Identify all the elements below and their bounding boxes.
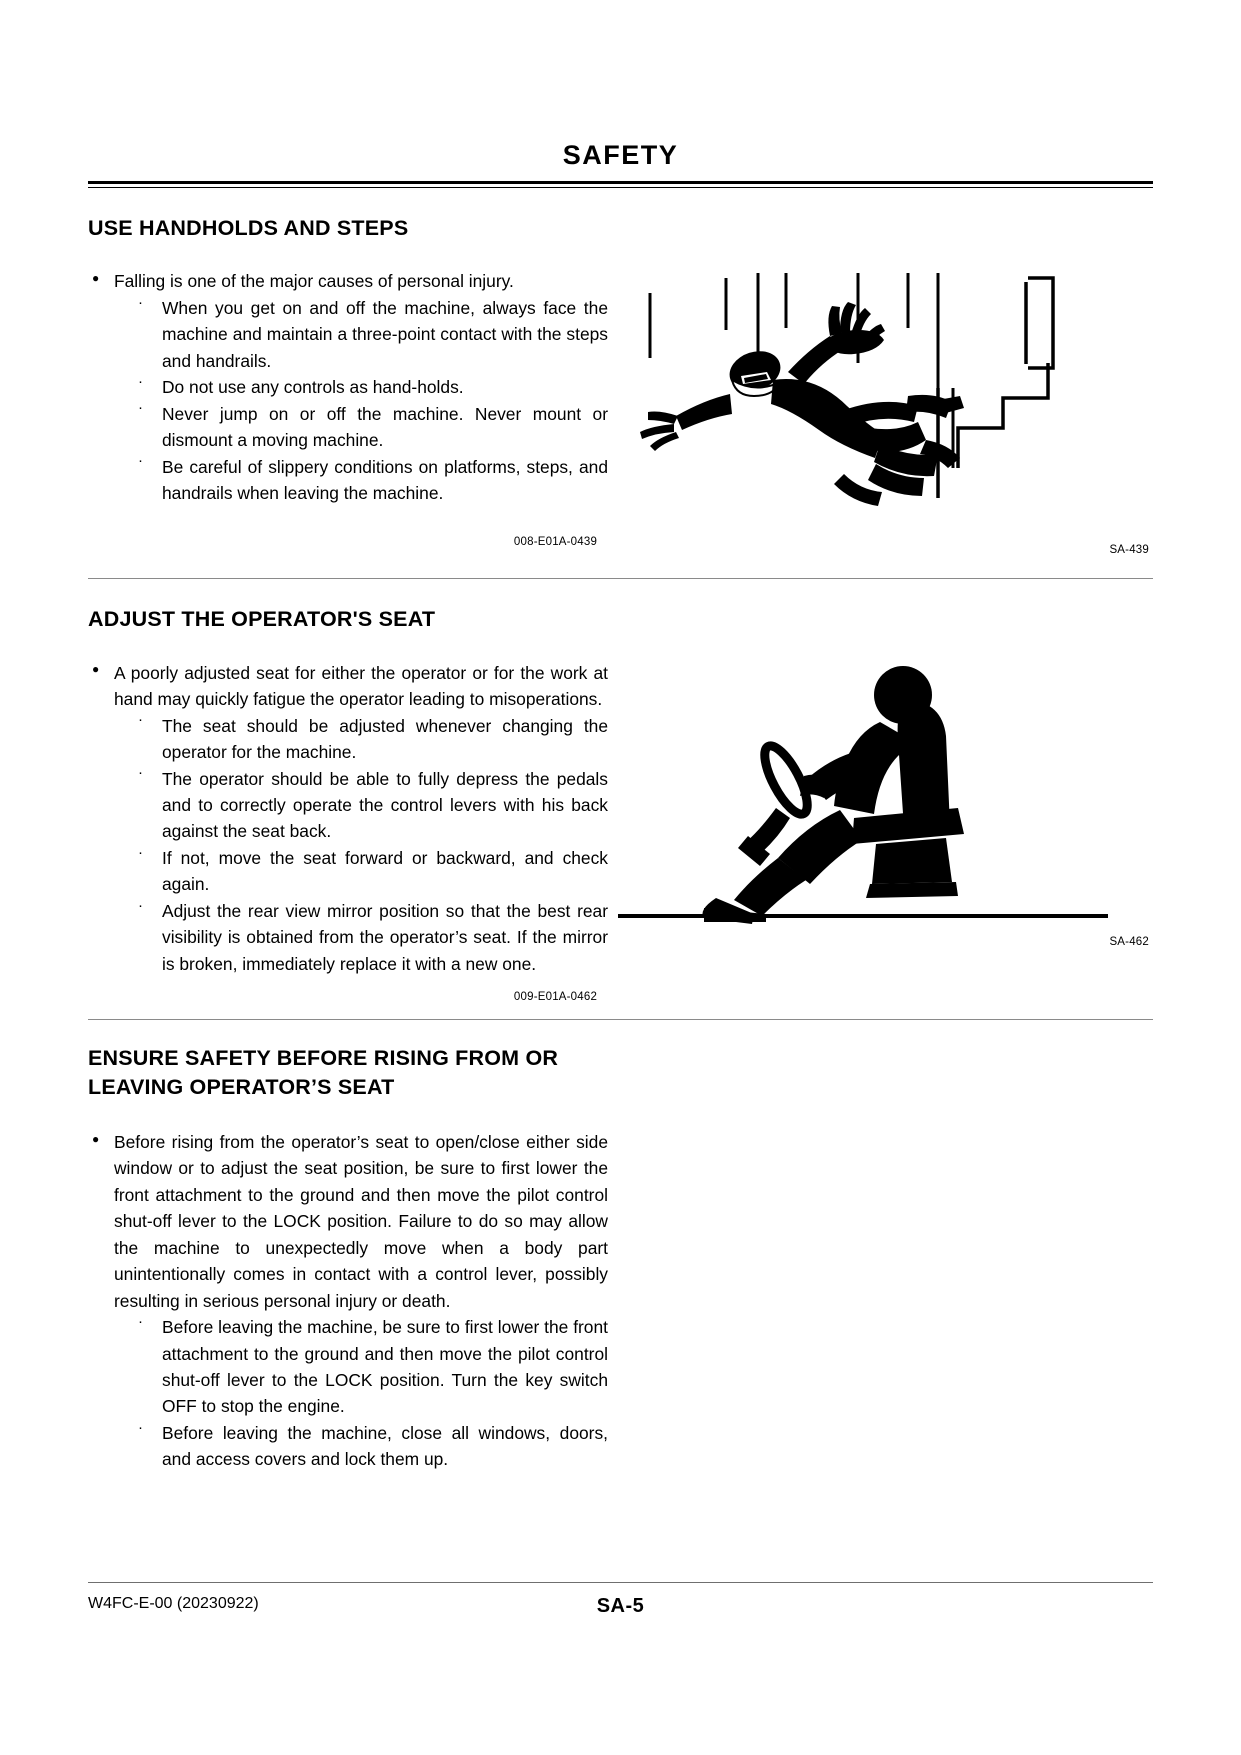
section-body	[88, 1129, 608, 1473]
sub-bullet-text: Never jump on or off the machine. Never mount or dismount a moving machine.	[162, 403, 608, 451]
sub-bullet-text: Do not use any controls as hand-holds.	[162, 377, 464, 398]
sub-bullet-tick-icon: ·	[138, 399, 143, 417]
sub-bullet-item	[135, 898, 608, 977]
bullet-dot-icon: ●	[92, 1131, 100, 1146]
figure-operator-seat	[608, 660, 1153, 948]
sub-bullet-text: If not, move the seat forward or backward, and check again.	[162, 847, 608, 895]
sub-bullet-list	[114, 1314, 608, 1473]
sub-bullet-item	[135, 713, 608, 766]
section-adjust-operators-seat	[88, 605, 1153, 1003]
sub-bullet-text: The seat should be adjusted whenever changing the operator for the machine.	[162, 715, 608, 763]
sub-bullet-tick-icon: ·	[138, 1418, 143, 1436]
figure-code: SA-462	[1109, 935, 1149, 948]
section-divider	[88, 1019, 1153, 1020]
page-number: SA-5	[596, 1595, 645, 1617]
sub-bullet-item	[135, 845, 608, 898]
sub-bullet-list	[114, 295, 608, 507]
page-title: SAFETY	[562, 140, 679, 170]
bullet-text: A poorly adjusted seat for either the operator or for the work at hand may quickly fatigue the operator leading to misoperations.	[114, 662, 608, 710]
document-code: 008-E01A-0439	[513, 536, 598, 549]
sub-bullet-tick-icon: ·	[138, 372, 143, 390]
section-title: USE HANDHOLDS AND STEPS	[88, 216, 409, 240]
sub-bullet-text: Adjust the rear view mirror position so that the best rear visibility is obtained from the operator’s seat. If the mirror is broken, immediately replace it with a new one.	[162, 900, 608, 974]
sub-bullet-item	[135, 454, 608, 507]
sub-bullet-item	[135, 374, 608, 400]
sub-bullet-tick-icon: ·	[138, 711, 143, 729]
sub-bullet-item	[135, 401, 608, 454]
operator-seated-at-controls-illustration	[608, 660, 1128, 930]
sub-bullet-item	[135, 766, 608, 845]
bullet-item	[88, 1129, 608, 1473]
figure-code: SA-439	[1109, 544, 1149, 557]
page-content	[88, 0, 1153, 1755]
section-divider	[88, 578, 1153, 579]
document-code: 009-E01A-0462	[513, 991, 598, 1004]
section-title: ADJUST THE OPERATOR'S SEAT	[88, 607, 436, 632]
sub-bullet-text: When you get on and off the machine, always face the machine and maintain a three-point contact with the steps and handrails.	[162, 297, 608, 371]
sub-bullet-tick-icon: ·	[138, 1312, 143, 1330]
sub-bullet-text: Before leaving the machine, be sure to first lower the front attachment to the ground and then move the pilot control shut-off lever to the LOCK position. Turn the key switch OFF to stop the engine.	[162, 1317, 608, 1417]
bullet-list	[88, 660, 608, 977]
sub-bullet-text: Be careful of slippery conditions on platforms, steps, and handrails when leaving the machine.	[162, 456, 608, 503]
sub-bullet-item	[135, 295, 608, 374]
sub-bullet-tick-icon: ·	[138, 452, 143, 470]
sub-bullet-list	[114, 713, 608, 978]
bullet-item	[88, 660, 608, 977]
bullet-list	[88, 268, 608, 506]
sub-bullet-item	[135, 1420, 608, 1473]
section-body	[88, 660, 608, 977]
bullet-text: Before rising from the operator’s seat to open/close either side window or to adjust the seat position, be sure to first lower the front attachment to the ground and then move the pilot control shut-off lever to the LOCK position. Failure to do so may allow the machine to unexpectedly move when a body part unintentionally comes in contact with a control lever, possibly resulting in serious personal injury or death.	[114, 1131, 608, 1311]
sub-bullet-tick-icon: ·	[138, 896, 143, 914]
sub-bullet-text: The operator should be able to fully depress the pedals and to correctly operate the control levers with his back against the seat back.	[162, 768, 608, 842]
section-ensure-safety-before-rising	[88, 1044, 1153, 1473]
document-id: W4FC-E-00 (20230922)	[88, 1595, 259, 1612]
sub-bullet-tick-icon: ·	[138, 764, 143, 782]
bullet-dot-icon: ●	[92, 662, 100, 677]
sub-bullet-tick-icon: ·	[138, 843, 143, 861]
sub-bullet-item	[135, 1314, 608, 1420]
section-title: ENSURE SAFETY BEFORE RISING FROM OR LEAVING OPERATOR’S SEAT	[88, 1046, 559, 1099]
sub-bullet-tick-icon: ·	[138, 293, 143, 311]
sub-bullet-text: Before leaving the machine, close all windows, doors, and access covers and lock them up.	[162, 1422, 608, 1470]
section-body	[88, 268, 608, 506]
bullet-item	[88, 268, 608, 506]
page-footer	[88, 1582, 1153, 1625]
person-falling-from-machine-steps-illustration	[608, 268, 1128, 538]
section-use-handholds-and-steps	[88, 214, 1153, 557]
bullet-text: Falling is one of the major causes of personal injury.	[114, 271, 514, 292]
footer-divider	[88, 1582, 1153, 1583]
header-divider	[88, 181, 1153, 188]
bullet-list	[88, 1129, 608, 1473]
bullet-dot-icon: ●	[92, 270, 100, 285]
figure-falling-person	[608, 268, 1153, 556]
